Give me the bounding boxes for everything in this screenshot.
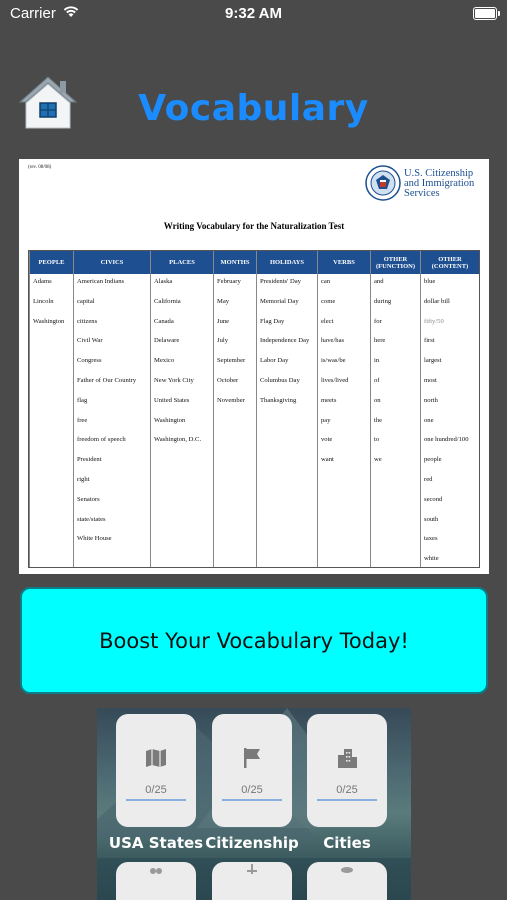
table-cell: freedom of speech [77,436,126,444]
progress-bar [222,799,282,801]
table-column [150,251,213,567]
table-column [420,251,479,567]
progress-count: 0/25 [241,784,263,796]
table-cell: capital [77,297,95,305]
table-cell: elect [321,317,334,325]
table-cell: Presidents' Day [260,278,301,285]
table-cell: California [154,297,181,305]
table-cell: Adams [33,278,52,285]
database-icon [339,865,355,873]
table-cell: blue [424,278,436,285]
table-cell: Father of Our Country [77,376,137,384]
table-cell: New York City [154,376,194,384]
table-cell: Senators [77,495,100,503]
table-cell: lives/lived [321,376,349,384]
table-cell: and [374,278,384,285]
table-cell: Flag Day [260,317,285,325]
table-cell: Columbus Day [260,376,300,384]
table-cell: people [424,456,442,464]
table-cell: February [217,278,241,285]
tile-next-row[interactable] [212,862,292,900]
table-cell: have/has [321,337,345,345]
table-cell: north [424,396,438,404]
table-cell: pay [321,416,331,424]
table-cell: June [217,317,230,325]
tile-cities[interactable] [307,714,387,827]
table-cell: Independence Day [260,337,310,345]
people-icon [146,866,166,874]
table-cell: Civil War [77,337,103,345]
column-header: OTHER (FUNCTION) [376,255,415,270]
table-cell: Lincoln [33,297,54,305]
table-cell: American Indians [77,278,125,285]
table-cell: Mexico [154,357,175,365]
column-header: OTHER (CONTENT) [431,255,469,270]
table-cell: Washington, D.C. [154,436,202,444]
table-cell: citizens [77,317,98,325]
table-cell: to [374,436,380,444]
progress-count: 0/25 [336,784,358,796]
column-header: PEOPLE [38,259,65,266]
table-cell: vote [321,436,333,444]
column-header: MONTHS [220,259,250,266]
table-cell: first [424,337,435,345]
boost-vocabulary-button[interactable]: Boost Your Vocabulary Today! [20,587,488,694]
table-cell: Delaware [154,337,180,345]
tile-citizenship[interactable] [212,714,292,827]
table-cell: most [424,376,437,384]
table-cell: we [374,456,382,464]
column-header: HOLIDAYS [269,259,305,266]
table-column [213,251,256,567]
table-cell: want [321,456,334,464]
tile-label-usa-states: USA States [108,834,204,852]
table-column [317,251,370,567]
table-cell: largest [424,357,442,365]
column-header: PLACES [169,259,195,266]
table-cell: free [77,416,88,424]
table-cell: red [424,475,433,483]
table-cell: on [374,396,381,404]
table-cell: right [77,475,90,483]
status-time: 9:32 AM [225,5,282,22]
table-cell: October [217,376,239,384]
carrier-label: Carrier [10,5,56,22]
dhs-seal-icon [365,165,401,201]
table-cell: is/was/be [321,357,346,365]
vocabulary-table [28,250,480,568]
table-cell: taxes [424,535,438,543]
table-cell: White House [77,535,112,543]
table-cell: during [374,297,392,305]
table-cell: Washington [33,317,65,325]
table-cell: November [217,396,245,404]
city-icon [335,746,359,770]
vocabulary-document [19,159,489,574]
table-cell: Canada [154,317,174,325]
document-title: Writing Vocabulary for the Naturalization Test [163,221,345,231]
tile-usa-states[interactable] [116,714,196,827]
table-cell: second [424,495,443,503]
flag-icon [240,746,264,770]
tile-label-citizenship: Citizenship [205,834,299,852]
column-header: VERBS [333,259,355,266]
table-cell: can [321,278,331,285]
table-column [29,251,73,567]
table-cell: here [374,337,386,345]
tile-next-row[interactable] [116,862,196,900]
tile-label-cities: Cities [323,834,371,852]
table-column [256,251,317,567]
table-cell: Labor Day [260,357,289,365]
table-cell: in [374,357,380,365]
table-cell: of [374,376,380,384]
status-bar [0,0,507,28]
table-cell: President [77,456,102,464]
table-cell: come [321,297,336,305]
table-cell: May [217,297,230,305]
table-cell: south [424,515,439,523]
revision-label: (rev. 08/08) [28,165,52,170]
table-cell: dollar bill [424,297,450,305]
progress-bar [317,799,377,801]
table-cell: white [424,555,439,563]
battery-icon [473,7,497,20]
page-title: Vocabulary [138,88,369,129]
table-cell: meets [321,396,337,404]
table-cell: one hundred/100 [424,436,469,444]
plus-icon [244,864,260,874]
table-column [370,251,420,567]
agency-name: U.S. Citizenship and Immigration Services [404,168,475,199]
progress-count: 0/25 [145,784,167,796]
table-cell: September [217,357,246,365]
table-column [73,251,150,567]
map-icon [144,746,168,770]
category-panel [97,708,411,900]
table-cell: one [424,416,434,424]
table-cell: Thanksgiving [260,396,297,404]
table-cell: United States [154,396,190,404]
table-cell: for [374,317,382,325]
table-cell: Congress [77,357,102,365]
table-cell: state/states [77,515,106,523]
table-cell: Memorial Day [260,297,299,305]
table-cell: Alaska [154,278,173,285]
tile-next-row[interactable] [307,862,387,900]
table-cell: July [217,337,228,345]
table-cell: Washington [154,416,186,424]
table-cell: flag [77,396,88,404]
column-header: CIVICS [100,259,124,266]
table-cell: fifty/50 [424,317,444,325]
progress-bar [126,799,186,801]
table-cell: the [374,416,383,424]
